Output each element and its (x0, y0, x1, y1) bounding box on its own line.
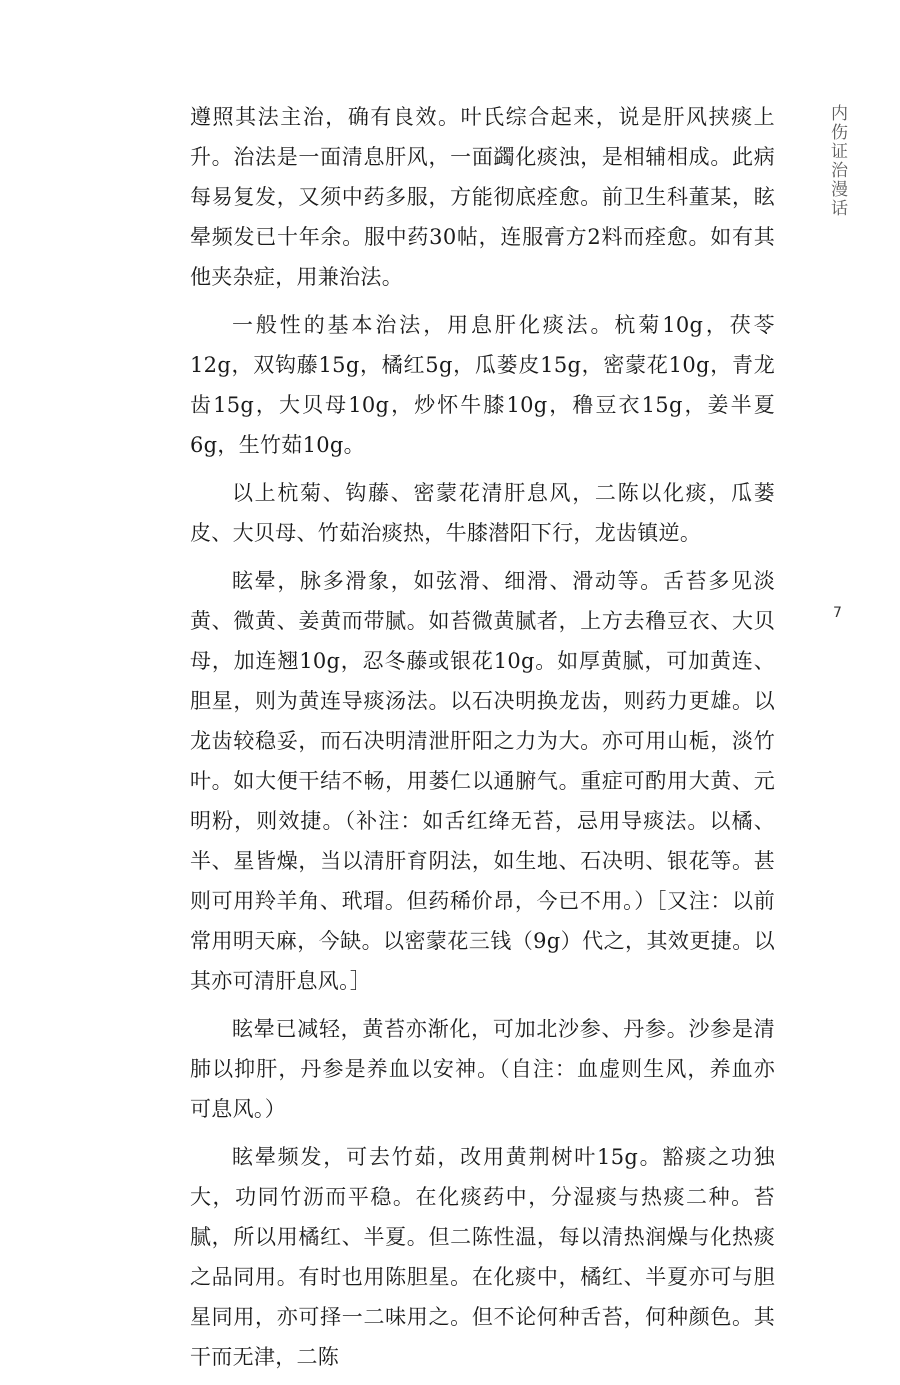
paragraph-4: 眩晕，脉多滑象，如弦滑、细滑、滑动等。舌苔多见淡黄、微黄、姜黄而带腻。如苔微黄腻者，上方去穞豆衣、大贝母，加连翘10g，忍冬藤或银花10g。如厚黄腻，可加黄连、胆星，则为黄连导痰汤法。以石决明换龙齿，则药力更雄。以龙齿较稳妥，而石决明清泄肝阳之力为大。亦可用山栀，淡竹叶。如大便干结不畅，用蒌仁以通腑气。重症可酌用大黄、元明粉，则效捷。（补注：如舌红绛无苔，忌用导痰法。以橘、半、星皆燥，当以清肝育阴法，如生地、石决明、银花等。甚则可用羚羊角、玳瑁。但药稀价昂，今已不用。）［又注：以前常用明天麻，今缺。以密蒙花三钱（9g）代之，其效更捷。以其亦可清肝息风。］ (190, 569, 775, 993)
paragraph-3: 以上杭菊、钩藤、密蒙花清肝息风，二陈以化痰，瓜蒌皮、大贝母、竹茹治痰热，牛膝潜阳下行，龙齿镇逆。 (190, 481, 775, 545)
paragraph-2: 一般性的基本治法，用息肝化痰法。杭菊10g，茯苓12g，双钩藤15g，橘红5g，瓜蒌皮15g，密蒙花10g，青龙齿15g，大贝母10g，炒怀牛膝10g，穞豆衣15g，姜半夏6g，生竹茹10g。 (190, 313, 775, 457)
page-number: 7 (833, 605, 842, 621)
paragraph-6: 眩晕频发，可去竹茹，改用黄荆树叶15g。豁痰之功独大，功同竹沥而平稳。在化痰药中，分湿痰与热痰二种。苔腻，所以用橘红、半夏。但二陈性温，每以清热润燥与化热痰之品同用。有时也用陈胆星。在化痰中，橘红、半夏亦可与胆星同用，亦可择一二味用之。但不论何种舌苔，何种颜色。其干而无津，二陈 (190, 1145, 775, 1369)
paragraph-5: 眩晕已减轻，黄苔亦渐化，可加北沙参、丹参。沙参是清肺以抑肝，丹参是养血以安神。（自注：血虚则生风，养血亦可息风。） (190, 1017, 775, 1121)
paragraph-1: 遵照其法主治，确有良效。叶氏综合起来，说是肝风挟痰上升。治法是一面清息肝风，一面蠲化痰浊，是相辅相成。此病每易复发，又须中药多服，方能彻底痊愈。前卫生科董某，眩晕频发已十年余。服中药30帖，连服膏方2料而痊愈。如有其他夹杂症，用兼治法。 (190, 105, 775, 289)
body-text (190, 97, 775, 1385)
running-head: 内伤证治漫话 (827, 104, 847, 218)
